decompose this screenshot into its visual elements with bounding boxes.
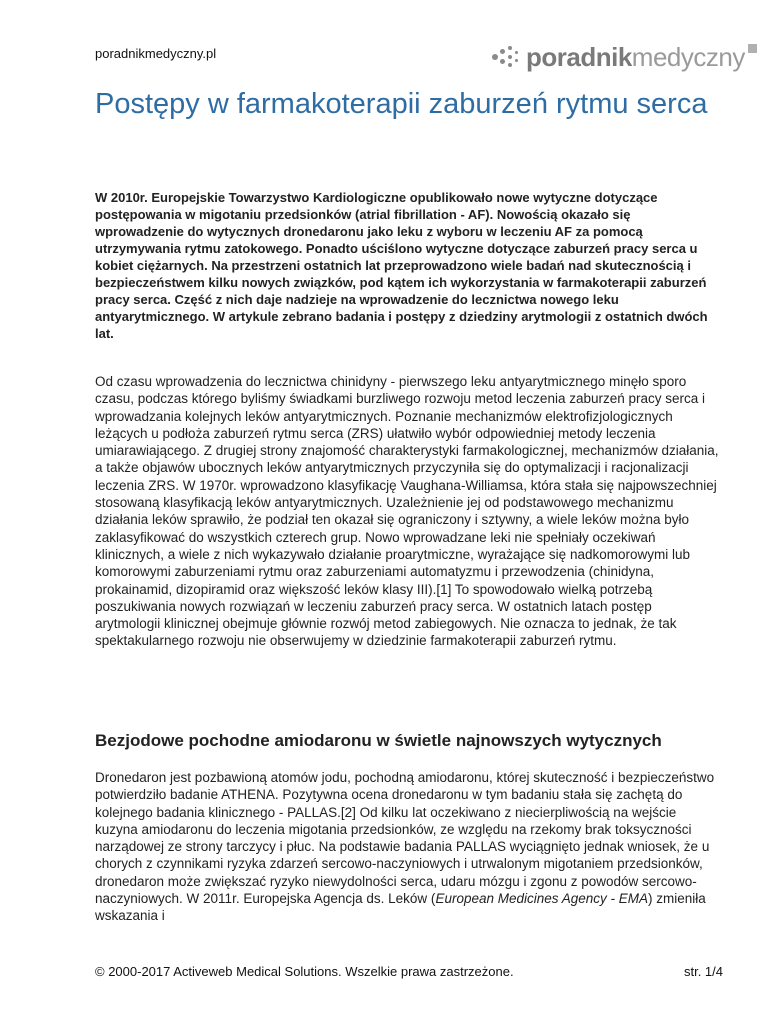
paragraph-italic-text: European Medicines Agency - EMA: [435, 891, 649, 907]
site-url[interactable]: poradnikmedyczny.pl: [95, 46, 217, 61]
article-paragraph-2: [95, 769, 720, 925]
section-heading: Bezjodowe pochodne amiodaronu w świetle najnowszych wytycznych: [95, 731, 662, 750]
site-logo[interactable]: [490, 42, 745, 72]
page-number: str. 1/4: [683, 964, 723, 979]
footer-copyright: © 2000-2017 Activeweb Medical Solutions. Wszelkie prawa zastrzeżone.: [95, 964, 514, 979]
paragraph-text-end: ) zmieniła wskazania i: [95, 891, 706, 924]
logo-text-light: medyczny: [631, 42, 745, 72]
logo-text-bold: poradnik: [526, 42, 632, 72]
logo-badge-icon: [748, 44, 757, 53]
article-paragraph: Od czasu wprowadzenia do lecznictwa chinidyny - pierwszego leku antyarytmicznego minęło sporo czasu, podczas którego byliśmy świadkami burzliwego rozwoju metod leczenia zaburzeń pracy serca i wprowadzania kolejnych leków antyarytmicznych. Poznanie mechanizmów elektrofizjologicznych leżących u podłoża zaburzeń rytmu serca (ZRS) ułatwiło wybór odpowiedniej metody leczenia umiarawiającego. Z drugiej strony znajomość charakterystyki farmakologicznej, mechanizmów działania, a także objawów ubocznych leków antyarytmicznych przyczyniła się do optymalizacji i racjonalizacji leczenia ZRS. W 1970r. wprowadzono klasyfikację Vaughana-Williamsa, która stała się najpowszechniej stosowaną klasyfikacją leków antyarytmicznych. Uzależnienie jej od podstawowego mechanizmu działania leków sprawiło, że podział ten okazał się ograniczony i sztywny, a wiele leków można było zaklasyfikować do wszystkich czterech grup. Nowo wprowadzane leki nie spełniały oczekiwań klinicznych, a wiele z nich wykazywało działanie proarytmiczne, wyrażające się nadkomorowymi lub komorowymi zaburzeniami rytmu oraz zaburzeniami automatyzmu i przewodzenia (chinidyna, prokainamid, dizopiramid oraz większość leków klasy III).[1] To spowodowało wielką potrzebą poszukiwania nowych rozwiązań w leczeniu zaburzeń pracy serca. W ostatnich latach postęp arytmologii klinicznej obejmuje głównie rozwój metod zabiegowych. Nie oznacza to jednak, że tak spektakularnego rozwoju nie obserwujemy w dziedzinie farmakoterapii zaburzeń rytmu.: [95, 374, 719, 649]
logo-dots-icon: [490, 46, 526, 68]
logo-wordmark: [526, 42, 757, 72]
paragraph-text: Dronedaron jest pozbawioną atomów jodu, pochodną amiodaronu, której skuteczność i bezpieczeństwo potwierdziło badanie ATHENA. Pozytywna ocena dronedaronu w tym badaniu stała się zachętą do kolejnego badania klinicznego - PALLAS.[2] Od kilku lat oczekiwano z niecierpliwością na wejście kuzyna amiodaronu do leczenia migotania przedsionków, ze względu na rzekomy brak toksyczności narządowej ze strony tarczycy i płuc. Na podstawie badania PALLAS wyciągnięto jednak wniosek, że u chorych z czynnikami ryzyka zdarzeń sercowo-naczyniowych i utrwalonym migotaniem przedsionków, dronedaron może zwiększać ryzyko niewydolności serca, udaru mózgu i zgonu z powodów sercowo-naczyniowych. W 2011r. Europejska Agencja ds. Leków (: [95, 770, 715, 907]
article-title: Postępy w farmakoterapii zaburzeń rytmu serca: [95, 88, 708, 120]
article-lead: W 2010r. Europejskie Towarzystwo Kardiologiczne opublikowało nowe wytyczne dotyczące postępowania w migotaniu przedsionków (atrial fibrillation - AF). Nowością okazało się wprowadzenie do wytycznych dronedaronu jako leku z wyboru w leczeniu AF za pomocą utrzymywania rytmu zatokowego. Ponadto uściślono wytyczne dotyczące zaburzeń pracy serca u kobiet ciężarnych. Na przestrzeni ostatnich lat przeprowadzono wiele badań nad skutecznością i bezpieczeństwem kilku nowych związków, pod kątem ich wykorzystania w farmakoterapii zaburzeń pracy serca. Część z nich daje nadzieje na wprowadzenie do lecznictwa nowego leku antyarytmicznego. W artykule zebrano badania i postępy z dziedziny arytmologii z ostatnich dwóch lat.: [95, 190, 708, 341]
